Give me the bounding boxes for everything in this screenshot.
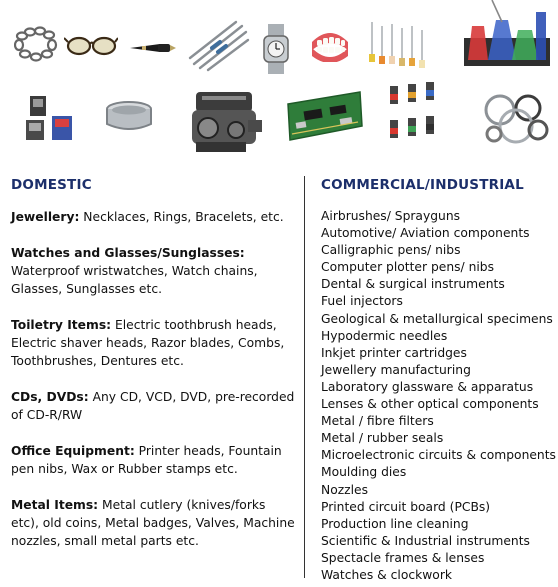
list-item: Moulding dies — [321, 465, 407, 480]
domestic-entry-cds-dvds — [11, 388, 296, 424]
hypodermic-needles-icon — [366, 22, 436, 68]
list-item: Dental & surgical instruments — [321, 277, 505, 292]
entry-heading: Office Equipment: — [11, 444, 135, 458]
metal-filter-sieve-icon — [104, 100, 154, 134]
commercial-heading: COMMERCIAL/INDUSTRIAL — [321, 177, 524, 193]
domestic-heading: DOMESTIC — [11, 177, 92, 193]
engine-icon — [186, 80, 266, 160]
entry-text: Waterproof wristwatches, Watch chains, Glasses, Sunglasses etc. — [11, 264, 258, 296]
entry-heading: Metal Items: — [11, 498, 99, 512]
product-images-row-1 — [0, 0, 558, 80]
entry-text: Metal cutlery (knives/forks etc), old coins, Metal badges, Valves, Machine nozzles, small metal parts etc. — [11, 498, 295, 548]
list-item: Watches & clockwork — [321, 567, 453, 582]
column-divider — [304, 176, 305, 578]
chain-bracelet-icon — [14, 26, 58, 62]
list-item: Laboratory glassware & apparatus — [321, 379, 534, 394]
list-item: Printed circuit board (PCBs) — [321, 499, 491, 514]
list-item: Hypodermic needles — [321, 328, 448, 343]
entry-text: Electric toothbrush heads, Electric shaver heads, Razor blades, Combs, Toothbrushes, Dentures etc. — [11, 318, 285, 368]
product-images-row-2 — [0, 80, 558, 170]
entry-text: Printer heads, Fountain pen nibs, Wax or Rubber stamps etc. — [11, 444, 282, 476]
commercial-column — [321, 176, 557, 584]
list-item: Spectacle frames & lenses — [321, 550, 485, 565]
list-item: Production line cleaning — [321, 516, 469, 531]
list-item: Fuel injectors — [321, 294, 403, 309]
domestic-entry-watches-glasses — [11, 244, 296, 298]
list-item: Airbrushes/ Sprayguns — [321, 209, 461, 223]
entry-heading: CDs, DVDs: — [11, 390, 89, 404]
entry-heading: Toiletry Items: — [11, 318, 112, 332]
entry-text: Necklaces, Rings, Bracelets, etc. — [79, 210, 284, 224]
inkjet-cartridges-icon — [24, 94, 76, 142]
list-item: Jewellery manufacturing — [321, 362, 471, 377]
list-item: Microelectronic circuits & components — [321, 448, 556, 463]
list-item: Metal / rubber seals — [321, 431, 444, 446]
list-item: Metal / fibre filters — [321, 414, 434, 429]
circuit-board-icon — [282, 90, 366, 142]
eyeglasses-icon — [64, 34, 118, 58]
list-item: Geological & metallurgical specimens — [321, 311, 553, 326]
commercial-list — [321, 208, 557, 584]
wristwatch-icon — [262, 24, 290, 74]
domestic-entry-jewellery — [11, 208, 296, 226]
fuel-injectors-icon — [384, 80, 448, 150]
domestic-entry-metal — [11, 496, 296, 550]
lab-glassware-icon — [458, 0, 554, 70]
fountain-pen-icon — [128, 40, 176, 56]
list-item: Nozzles — [321, 482, 369, 497]
list-item: Scientific & Industrial instruments — [321, 533, 530, 548]
list-item: Computer plotter pens/ nibs — [321, 260, 495, 275]
entry-text: Any CD, VCD, DVD, pre-recorded of CD-R/RW — [11, 390, 295, 422]
rubber-seals-icon — [480, 88, 554, 148]
entry-heading: Watches and Glasses/Sunglasses: — [11, 246, 245, 260]
list-item: Lenses & other optical components — [321, 397, 539, 412]
domestic-column — [11, 176, 296, 568]
dentures-icon — [308, 28, 352, 62]
list-item: Calligraphic pens/ nibs — [321, 243, 461, 258]
dental-tools-icon — [186, 20, 250, 72]
list-item: Inkjet printer cartridges — [321, 345, 467, 360]
domestic-entry-toiletry — [11, 316, 296, 370]
list-item: Automotive/ Aviation components — [321, 226, 530, 241]
entry-heading: Jewellery: — [11, 210, 80, 224]
domestic-entry-office — [11, 442, 296, 478]
